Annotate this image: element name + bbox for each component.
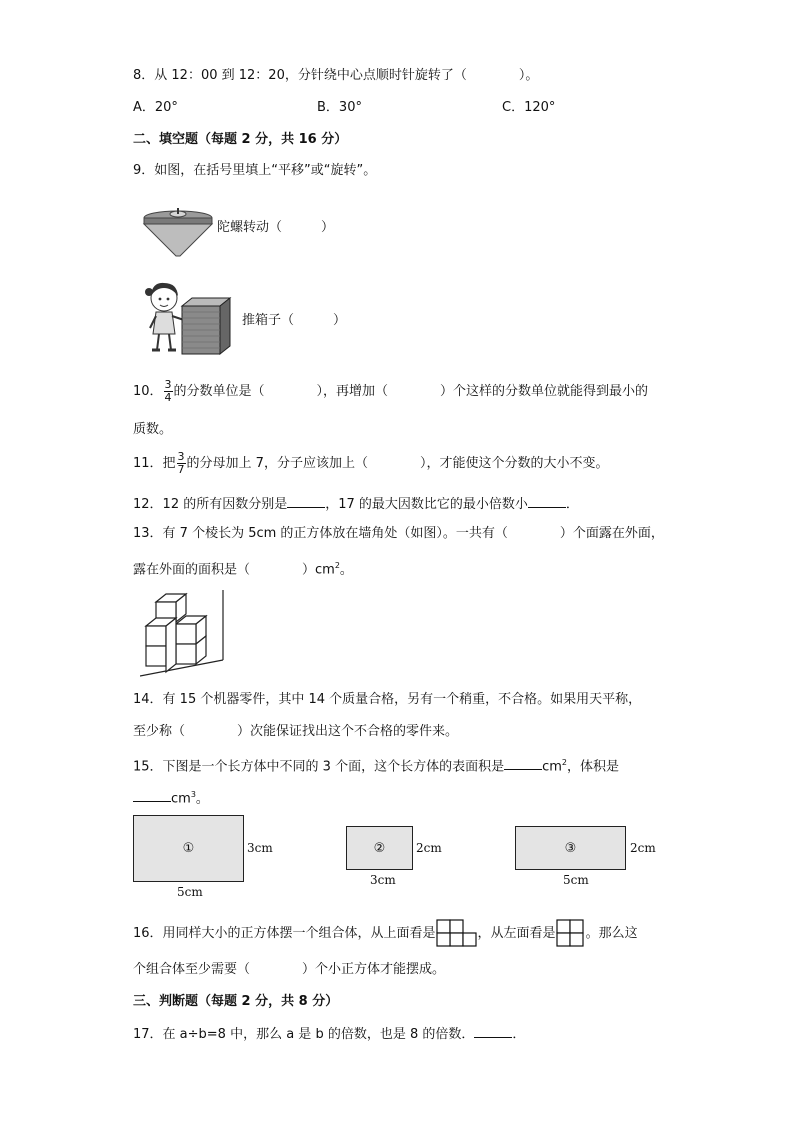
section-2-title: 二、填空题（每题 2 分，共 16 分） — [133, 132, 348, 147]
q15-unit-volume: cm — [171, 791, 191, 807]
section-3-title: 三、判断题（每题 2 分，共 8 分） — [133, 994, 339, 1009]
q8-option-a[interactable]: A．20° — [133, 100, 178, 115]
q9-box-label: 推箱子（ ） — [242, 313, 347, 328]
face-1-height: 3cm — [247, 841, 273, 855]
q11-frac-denominator: 7 — [177, 463, 185, 476]
q13-line1: 13．有 7 个棱长为 5cm 的正方体放在墙角处（如图）。一共有（ ）个面露在外面， — [133, 526, 664, 541]
q14-line1: 14．有 15 个机器零件，其中 14 个质量合格，另有一个稍重，不合格。如果用天平称， — [133, 692, 642, 707]
q16-line1 — [133, 918, 638, 950]
cube-corner-figure — [140, 588, 230, 680]
q8-option-c[interactable]: C．120° — [502, 100, 556, 115]
q17-blank[interactable] — [474, 1025, 512, 1038]
q15-unit-area: cm — [542, 759, 562, 775]
q11-prefix: 11．把 — [133, 456, 176, 471]
face-3: ③ — [515, 826, 626, 870]
q13-sup: 2 — [334, 561, 340, 570]
q11-line — [133, 450, 608, 478]
q16-line2: 个组合体至少需要（ ）个小正方体才能摆成。 — [133, 962, 446, 977]
girl-pushing-box-icon — [140, 278, 232, 356]
q12-blank-2[interactable] — [528, 495, 566, 508]
q16-line1-end: 。那么这 — [585, 926, 638, 941]
q9-top-label: 陀螺转动（ ） — [217, 220, 335, 235]
q10-frac-numerator: 3 — [164, 378, 172, 391]
q13-line2 — [133, 557, 353, 579]
top-view-grid-icon — [436, 919, 478, 949]
q8-option-b[interactable]: B．30° — [317, 100, 362, 115]
q12-part1: 12．12 的所有因数分别是 — [133, 497, 288, 512]
q15-line1 — [133, 754, 619, 776]
face-3-height: 2cm — [630, 841, 656, 855]
q13-line2-text: 露在外面的面积是（ ）cm — [133, 562, 335, 578]
spinning-top-icon — [142, 206, 214, 258]
q15-line2 — [133, 786, 209, 808]
q15-sup2: 2 — [561, 758, 567, 767]
face-2-height: 2cm — [416, 841, 442, 855]
q15-blank-volume[interactable] — [133, 789, 171, 802]
q11-frac-numerator: 3 — [177, 450, 185, 463]
q15-line1-text: 15．下图是一个长方体中不同的 3 个面，这个长方体的表面积是 — [133, 759, 505, 775]
q17-line — [133, 1025, 525, 1044]
q15-line1-end: ，体积是 — [566, 759, 619, 775]
q17-end: ． — [512, 1027, 526, 1042]
q15-sup3: 3 — [190, 790, 196, 799]
q12-blank-1[interactable] — [287, 495, 325, 508]
q8-stem: 8．从 12：00 到 12：20，分针绕中心点顺时针旋转了（ ）。 — [133, 68, 539, 83]
face-1: ① — [133, 815, 244, 882]
q9-stem: 9．如图，在括号里填上“平移”或“旋转”。 — [133, 163, 377, 178]
q15-blank-area[interactable] — [504, 757, 542, 770]
q10-frac-denominator: 4 — [164, 391, 172, 404]
q10-rest: 的分数单位是（ ），再增加（ ）个这样的分数单位就能得到最小的 — [173, 384, 649, 399]
face-3-width: 5cm — [563, 873, 589, 887]
q10-line1 — [133, 378, 648, 406]
q12-part2: ，17 的最大因数比它的最小倍数小 — [325, 497, 528, 512]
q16-line1-text: 16．用同样大小的正方体摆一个组合体，从上面看是 — [133, 926, 436, 941]
q17-text: 17．在 a÷b=8 中，那么 a 是 b 的倍数，也是 8 的倍数． — [133, 1027, 475, 1042]
q12-line — [133, 495, 579, 514]
q10-line2: 质数。 — [133, 422, 173, 437]
face-2: ② — [346, 826, 413, 870]
q11-fraction — [177, 451, 186, 476]
left-view-grid-icon — [556, 919, 586, 949]
q10-fraction — [164, 379, 173, 404]
q14-line2: 至少称（ ）次能保证找出这个不合格的零件来。 — [133, 724, 459, 739]
q11-rest: 的分母加上 7，分子应该加上（ ），才能使这个分数的大小不变。 — [186, 456, 609, 471]
q15-line2-end: 。 — [195, 791, 209, 807]
face-2-width: 3cm — [370, 873, 396, 887]
q12-part3: ． — [565, 497, 579, 512]
face-1-width: 5cm — [177, 885, 203, 899]
q13-line2-end: 。 — [339, 562, 353, 578]
q16-line1-mid: ，从左面看是 — [477, 926, 556, 941]
q10-prefix: 10． — [133, 384, 163, 399]
